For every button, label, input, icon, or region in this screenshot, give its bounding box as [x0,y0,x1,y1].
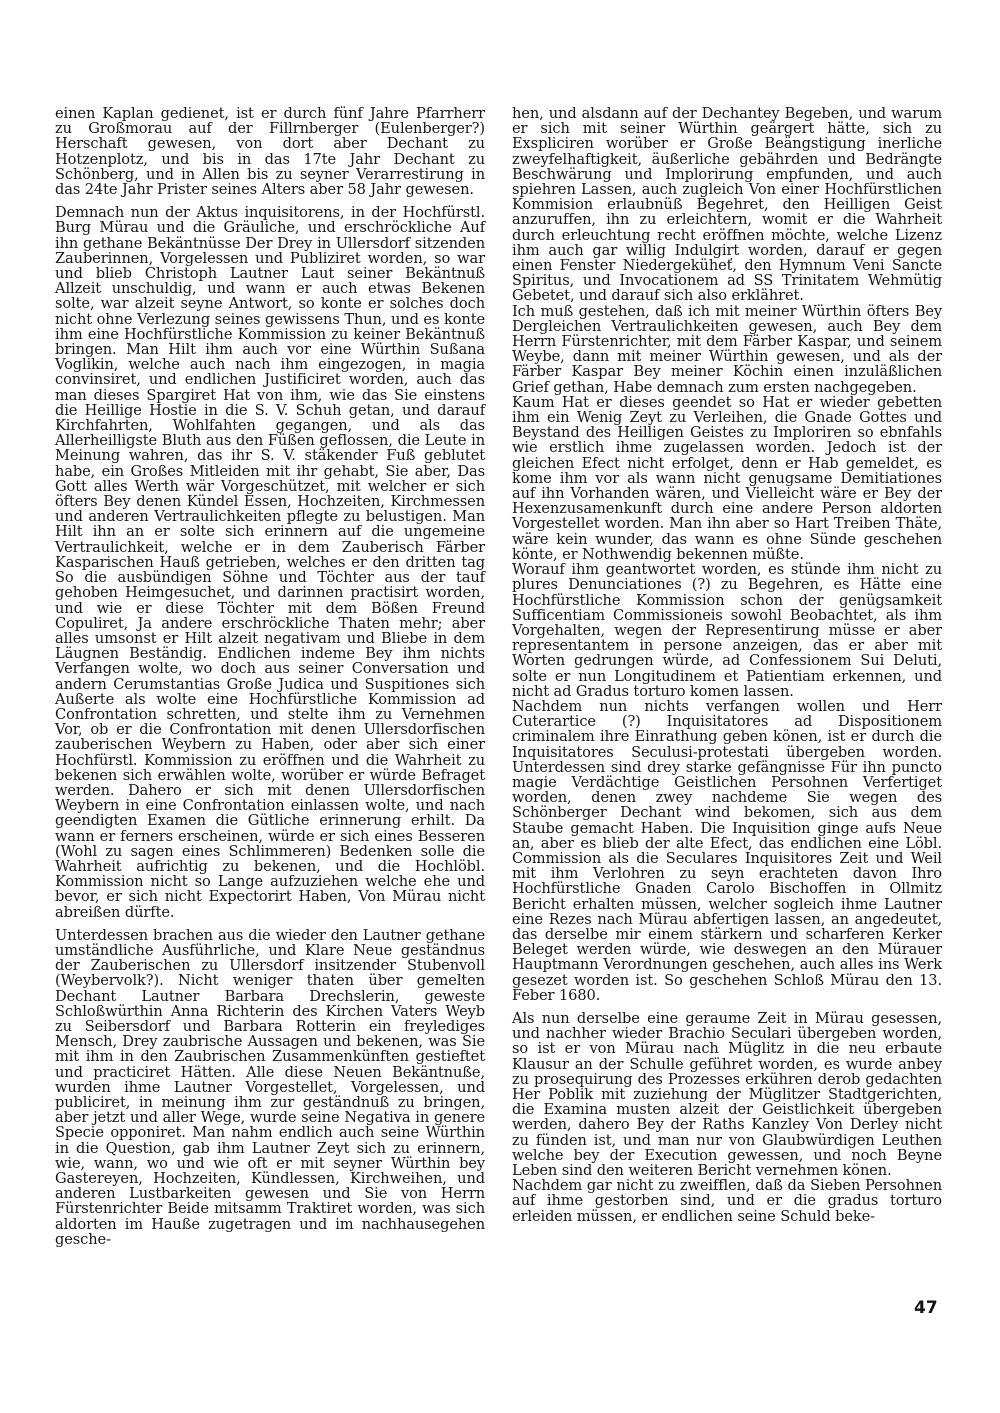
paragraph-right-5: Nachdem nun nichts verfangen wollen und Herr Cuterartice (?) Inquisitatores ad Dispositionem criminalem ihre Einrathung geben könen, ist er durch die Inquisitatores Seculusi-protestati übergeben worden. Unterdessen sind drey starke gefängnisse Für ihn puncto magie Verdächtige Geistlichen Persohnen Verfertiget worden, denen zwey nachdeme Sie wegen des Schönberger Dechant wind bekomen, sich aus dem Staube gemacht Haben. Die Inquisition ginge aufs Neue an, aber es blieb der alte Efect, das endlichen eine Löbl. Commission als die Seculares Inquisitores Zeit und Weil mit ihm Verlohren zu seyn erachteten davon Ihro Hochfürstliche Gnaden Carolo Bischoffen in Ollmitz Bericht erhalten müssen, welcher sogleich ihme Lautner eine Rezes nach Mürau abfertigen lassen, an angedeutet, das derselbe mir einem stärkern und scharferen Kerker Beleget werden würde, wie deswegen an den Mürauer Hauptmann Verordnungen geschehen, auch alles ins Werk gesezet worden ist. So geschehen Schloß Mürau den 13. Feber 1680. [512,697,942,1004]
paragraph-left-3: Unterdessen brachen aus die wieder den Lautner gethane umständliche Ausführliche, und Klare Neue geständnus der Zauberischen zu Ullersdorf insitzender Stubenvoll (Weybervolk?). Nicht weniger thaten über gemelten Dechant Lautner Barbara Drechslerin, geweste Schloßwürthin Anna Richterin des Kirchen Vaters Weyb zu Seibersdorf und Barbara Rotterin ein freylediges Mensch, Drey zaubrische Aussagen und bekenen, was Sie mit ihm in den Zaubrischen Zusammenkünften gestieftet und practiciret Hätten. Alle diese Neuen Bekäntnuße, wurden ihme Lautner Vorgestellet, Vorgelessen, und publiciret, in meinung ihm zur geständnuß zu bringen, aber jetzt und aller Wege, wurde seine Negativa in genere Specie opponiret. Man nahm endlich auch seine Würthin in die Question, gab ihm Lautner Zeyt sich zu erinnern, wie, wann, wo und wie oft er mit seyner Würthin bey Gastereyen, Hochzeiten, Kündlessen, Kirchweihen, und anderen Lustbarkeiten gewesen und Sie von Herrn Fürstenrichter Beide mitsamm Traktiret worden, was sich aldorten im Hauße zugetragen und im nachhausegehen gesche- [55,926,485,1248]
paragraph-left-1: einen Kaplan gedienet, ist er durch fünf Jahre Pfarrherr zu Großmorau auf der Fillrnberger (Eulenberger?) Herschaft gewesen, von dort aber Dechant zu Hotzenplotz, und bis in das 17te Jahr Dechant zu Schönberg, und in Allen bis zu seyner Verarrestirung in das 24te Jahr Prister seines Alters aber 58 Jahr gewesen. [55,105,485,199]
paragraph-right-4: Worauf ihm geantwortet worden, es stünde ihm nicht zu plures Denunciationes (?) zu Begehren, es Hätte eine Hochfürstliche Kommission schon der genügsamkeit Sufficentiam Commissioneis sowohl Beobachtet, als ihm Vorgehalten, wegen der Representirung müsse er aber representantem in persone anzeigen, das er aber mit Worten gedrungen würde, ad Confessionem Sui Deluti, solte er nun Longitudinem et Patientiam erkennen, und nicht ad Gradus torturo komen lassen. [512,561,942,700]
paragraph-right-1: hen, und alsdann auf der Dechantey Begeben, und warum er sich mit seiner Würthin geärgert hätte, sich zu Exspliciren worüber er Große Beängstigung inerliche zweyfelhaftigkeit, äußerliche gebährden und Bedrängte Beschwärung und Implorirung empfunden, und auch spiehren Lassen, auch zugleich Von einer Hochfürstlichen Kommision erlaubnüß Begehret, den Heilligen Geist anzuruffen, ihn zu erleichtern, womit er die Wahrheit durch erleuchtung recht eröffnen möchte, welche Lizenz ihm auch gar willig Indulgirt worden, darauf er gegen einen Fenster Niedergeküheť, den Hymnum Veni Sancte Spiritus, und Invocationem ad SS Trinitatem Wehmütig Gebetet, und darauf sich also erklähret. [512,105,942,305]
paragraph-right-2: Ich muß gestehen, daß ich mit meiner Würthin öfters Bey Dergleichen Vertraulichkeiten gewesen, auch Bey dem Herrn Fürstenrichter, mit dem Färber Kaspar, und seinem Weybe, dann mit meiner Würthin gewesen, und als der Färber Kaspar Bey meiner Köchin einen inzuläßlichen Grief gethan, Habe demnach zum ersten nachgegeben. [512,302,942,396]
right-column [512,106,942,1224]
left-column [55,106,485,1247]
paragraph-right-7: Nachdem gar nicht zu zweifflen, daß da Sieben Persohnen auf ihme gestorben sind, und er die gradus torturo erleiden müssen, er endlichen seine Schuld beke- [512,1177,942,1225]
page-number: 47 [914,1298,938,1318]
paragraph-right-6: Als nun derselbe eine geraume Zeit in Mürau gesessen, und nachher wieder Brachio Seculari übergeben worden, so ist er von Mürau nach Müglitz in die neu erbaute Klausur an der Schulle geführet worden, es wurde anbey zu prosequirung des Prozesses erkühren derob gedachten Her Poblik mit zuziehung der Müglitzer Stadtgerichten, die Examina musten alzeit der Geistlichkeit übergeben werden, dahero Bey der Raths Kanzley Von Derley nicht zu fünden ist, und man nur von Glaubwürdigen Leuthen welche bey der Execution gewessen, und noch Beyne Leben sind den weiteren Bericht vernehmen könen. [512,1009,942,1180]
paragraph-left-2: Demnach nun der Aktus inquisitorens, in der Hochfürstl. Burg Mürau und die Gräuliche, und erschröckliche Auf ihn gethane Bekäntnüsse Der Drey in Ullersdorf sitzenden Zauberinnen, Vorgelessen und Publiziret worden, so war und blieb Christoph Lautner Laut seiner Bekäntnuß Allzeit unschuldig, und wann er auch etwas Bekenen solte, war alzeit seyne Antwort, so konte er solches doch nicht ohne Verlezung seines gewissens Thun, und es konte ihm eine Hochfürstliche Kommission zu keiner Bekäntnuß bringen. Man Hilt ihm auch vor eine Würthin Sußana Voglikin, welche auch nach ihm eingezogen, in magia convinsiret, und endlichen Justificiret worden, auch das man dieses Spargiret Hat von ihm, wie das Sie einstens die Heillige Hostie in die S. V. Schuh getan, und darauf Kirchfahrten, Wohlfahten gegangen, und als das Allerheilligste Bluth aus den Füßen geflossen, die Leute in Meinung wahren, das ihr S. V. stäkender Fuß geblutet habe, ein Großes Mitleiden mit ihr gehabt, Sie aber, Das Gott alles Werth wär Vorgeschützet, mit welcher er sich öfters Bey denen Kündel Essen, Hochzeiten, Kirchmessen und anderen Vertraulichkeiten pflegte zu belustigen. Man Hilt ihn an er solte sich erinnern auf die ungemeine Vertraulichkeit, welche er in dem Zauberisch Färber Kasparischen Hauß getrieben, welches er den dritten tag So die ausbündigen Söhne und Töchter aus der tauf gehoben Heimgesuchet, und darinnen practisirt worden, und wie er diese Töchter mit dem Bößen Freund Copuliret, Ja andere erschröckliche Thaten mehr; aber alles umsonst er Hilt alzeit negativam und Bliebe in dem Läugnen Beständig. Endlichen indeme Bey ihm nichts Verfangen wolte, wo doch aus seiner Conversation und andern Cerumstantias Große Judica und Suspitiones sich Außerte als wolte eine Hochfürstliche Kommission ad Confrontation schretten, und stelte ihm zu Vernehmen Vor, ob er die Confrontation mit denen Ullersdorfischen zauberischen Weybern zu Haben, oder aber sich einer Hochfürstl. Kommission zu eröffnen und die Wahrheit zu bekenen sich erwählen wolte, worüber er würde Befraget werden. Dahero er sich mit denen Ullersdorfischen Weybern in eine Confrontation einlassen wolte, und nach geendigten Examen die Gütliche erinnerung erhilt. Da wann er ferners erscheinen, würde er sich eines Besseren (Wohl zu sagen eines Schlimmeren) Bedenken solle die Wahrheit aufrichtig zu bekenen, und die Hochlöbl. Kommission nicht so Lange aufzuziehen welche ehe und bevor, er sich nicht Expectorirt Haben, Von Mürau nicht abreißen dürfte. [55,204,485,921]
paragraph-right-3: Kaum Hat er dieses geendet so Hat er wieder gebetten ihm ein Wenig Zeyt zu Verleihen, die Gnade Gottes und Beystand des Heilligen Geistes zu Imploriren so ebnfahls wie erstlich ihme zugelassen worden. Jedoch ist der gleichen Efect nicht erfolget, denn er Hab gemeldet, es kome ihm vor als wann nicht genugsame Demitiationes auf ihn Vorhanden wären, und Vielleicht wäre er Bey der Hexenzusamenkunft durch eine andere Person aldorten Vorgestellet worden. Man ihn aber so Hart Treiben Thäte, wäre kein wunder, das wann es ohne Sünde geschehen könte, er Nothwendig bekennen müßte. [512,393,942,563]
